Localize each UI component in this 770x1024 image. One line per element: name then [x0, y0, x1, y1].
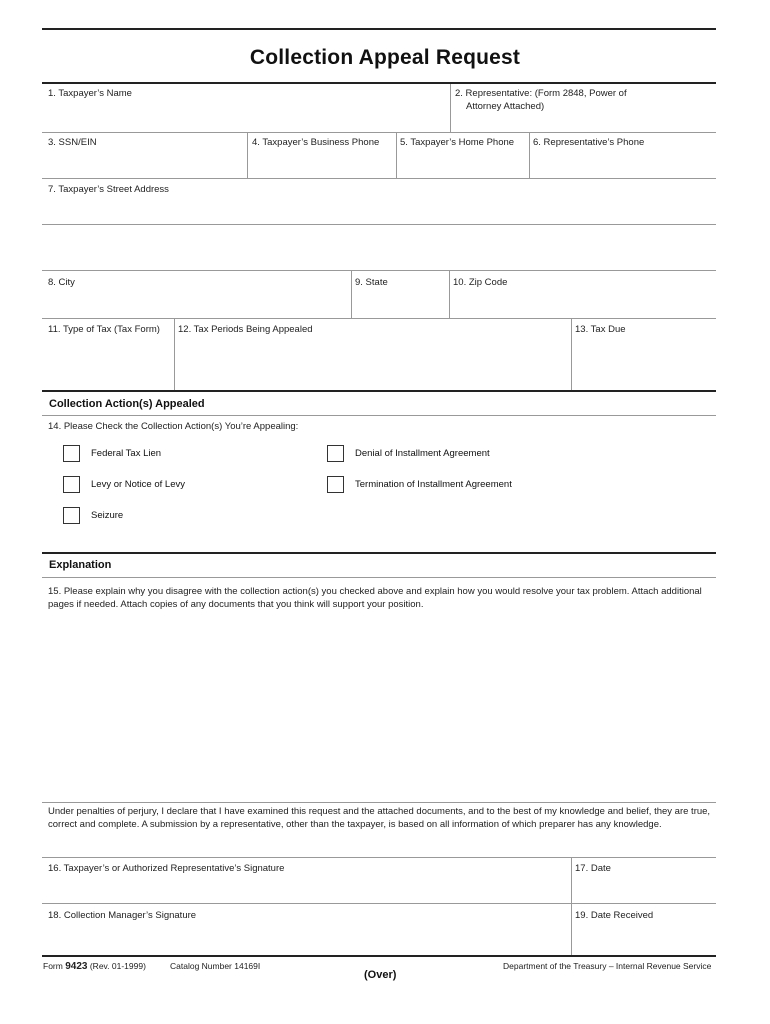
- manager-signature-field[interactable]: [44, 923, 569, 953]
- business-phone-label: 4. Taxpayer’s Business Phone: [252, 137, 380, 148]
- termination-installment-label: Termination of Installment Agreement: [355, 479, 512, 490]
- denial-installment-label: Denial of Installment Agreement: [355, 448, 490, 459]
- divider: [450, 84, 451, 132]
- section-divider: [42, 415, 716, 416]
- date-received-field[interactable]: [573, 923, 714, 953]
- tax-due-label: 13. Tax Due: [575, 324, 626, 335]
- street-address-field[interactable]: [44, 197, 714, 223]
- seizure-checkbox[interactable]: [63, 507, 80, 524]
- top-rule: [42, 28, 716, 30]
- department-name: Department of the Treasury – Internal Revenue Service: [503, 961, 712, 971]
- divider: [247, 132, 248, 178]
- row-divider: [42, 224, 716, 225]
- section-divider: [42, 577, 716, 578]
- explanation-field[interactable]: [44, 614, 714, 800]
- form-number: 9423: [65, 961, 88, 972]
- tax-due-field[interactable]: [573, 337, 714, 388]
- date-field[interactable]: [573, 876, 714, 902]
- divider: [396, 132, 397, 178]
- row-divider: [42, 178, 716, 179]
- explanation-instruction: [48, 586, 718, 611]
- section-rule: [42, 390, 716, 392]
- state-field[interactable]: [353, 290, 447, 316]
- tax-periods-field[interactable]: [176, 337, 569, 388]
- catalog-number: Catalog Number 14169I: [170, 961, 261, 971]
- row-divider: [42, 802, 716, 803]
- title-rule: [42, 82, 716, 84]
- ssn-ein-label: 3. SSN/EIN: [48, 137, 97, 148]
- representative-field[interactable]: [452, 114, 714, 130]
- home-phone-label: 5. Taxpayer’s Home Phone: [400, 137, 515, 148]
- row-divider: [42, 270, 716, 271]
- row-divider: [42, 132, 716, 133]
- explanation-heading: Explanation: [49, 559, 112, 571]
- taxpayer-signature-field[interactable]: [44, 876, 569, 902]
- explanation-instruction-line1: 15. Please explain why you disagree with the collection action(s) you checked above and explain how you would resolve your tax problem. Attach additional: [48, 586, 702, 597]
- collection-actions-instruction: 14. Please Check the Collection Action(s) You’re Appealing:: [48, 421, 299, 432]
- ssn-ein-field[interactable]: [44, 150, 244, 176]
- federal-tax-lien-label: Federal Tax Lien: [91, 448, 162, 459]
- type-of-tax-field[interactable]: [44, 337, 172, 388]
- representative-label: 2. Representative: (Form 2848, Power of: [455, 88, 627, 99]
- date-received-label: 19. Date Received: [575, 910, 654, 921]
- over-label: (Over): [364, 969, 397, 981]
- taxpayer-name-field[interactable]: [44, 100, 448, 130]
- denial-installment-checkbox[interactable]: [327, 445, 344, 462]
- seizure-label: Seizure: [91, 510, 124, 521]
- levy-checkbox[interactable]: [63, 476, 80, 493]
- row-divider: [42, 318, 716, 319]
- perjury-line1: Under penalties of perjury, I declare that I have examined this request and the attached documents, and to the best of my knowledge and belief, they are true,: [48, 806, 711, 817]
- divider: [351, 270, 352, 318]
- manager-signature-label: 18. Collection Manager’s Signature: [48, 910, 197, 921]
- type-of-tax-label: 11. Type of Tax (Tax Form): [48, 324, 160, 335]
- levy-label: Levy or Notice of Levy: [91, 479, 185, 490]
- page-title: Collection Appeal Request: [249, 46, 521, 69]
- representative-phone-label: 6. Representative’s Phone: [533, 137, 645, 148]
- state-label: 9. State: [355, 277, 388, 288]
- divider: [571, 857, 572, 955]
- explanation-instruction-line2: pages if needed. Attach copies of any documents that you think will support your position.: [48, 598, 424, 610]
- form-id: [43, 960, 146, 973]
- city-label: 8. City: [48, 277, 75, 288]
- taxpayer-name-label: 1. Taxpayer’s Name: [48, 88, 132, 99]
- section-rule: [42, 552, 716, 554]
- row-divider: [42, 903, 716, 904]
- representative-label-line2: Attorney Attached): [466, 101, 545, 112]
- federal-tax-lien-checkbox[interactable]: [63, 445, 80, 462]
- termination-installment-checkbox[interactable]: [327, 476, 344, 493]
- divider: [174, 318, 175, 390]
- form-revision: (Rev. 01-1999): [89, 961, 146, 971]
- divider: [571, 318, 572, 390]
- tax-periods-label: 12. Tax Periods Being Appealed: [178, 324, 313, 335]
- bottom-rule: [42, 955, 716, 957]
- row-divider: [42, 857, 716, 858]
- city-field[interactable]: [44, 290, 349, 316]
- business-phone-field[interactable]: [249, 150, 394, 176]
- zip-code-label: 10. Zip Code: [453, 277, 508, 288]
- perjury-line2: correct and complete. A submission by a representative, other than the taxpayer, is based on all information of which preparer has any knowledge.: [48, 818, 662, 830]
- collection-actions-heading: Collection Action(s) Appealed: [49, 398, 205, 410]
- taxpayer-signature-label: 16. Taxpayer’s or Authorized Representative’s Signature: [48, 863, 285, 874]
- date-label: 17. Date: [575, 863, 611, 874]
- home-phone-field[interactable]: [398, 150, 527, 176]
- divider: [449, 270, 450, 318]
- perjury-statement: [48, 806, 718, 831]
- street-address-label: 7. Taxpayer’s Street Address: [48, 184, 169, 195]
- zip-code-field[interactable]: [451, 290, 714, 316]
- divider: [529, 132, 530, 178]
- street-address-field-line2[interactable]: [44, 226, 714, 268]
- form-prefix: Form: [43, 961, 63, 971]
- representative-phone-field[interactable]: [531, 150, 714, 176]
